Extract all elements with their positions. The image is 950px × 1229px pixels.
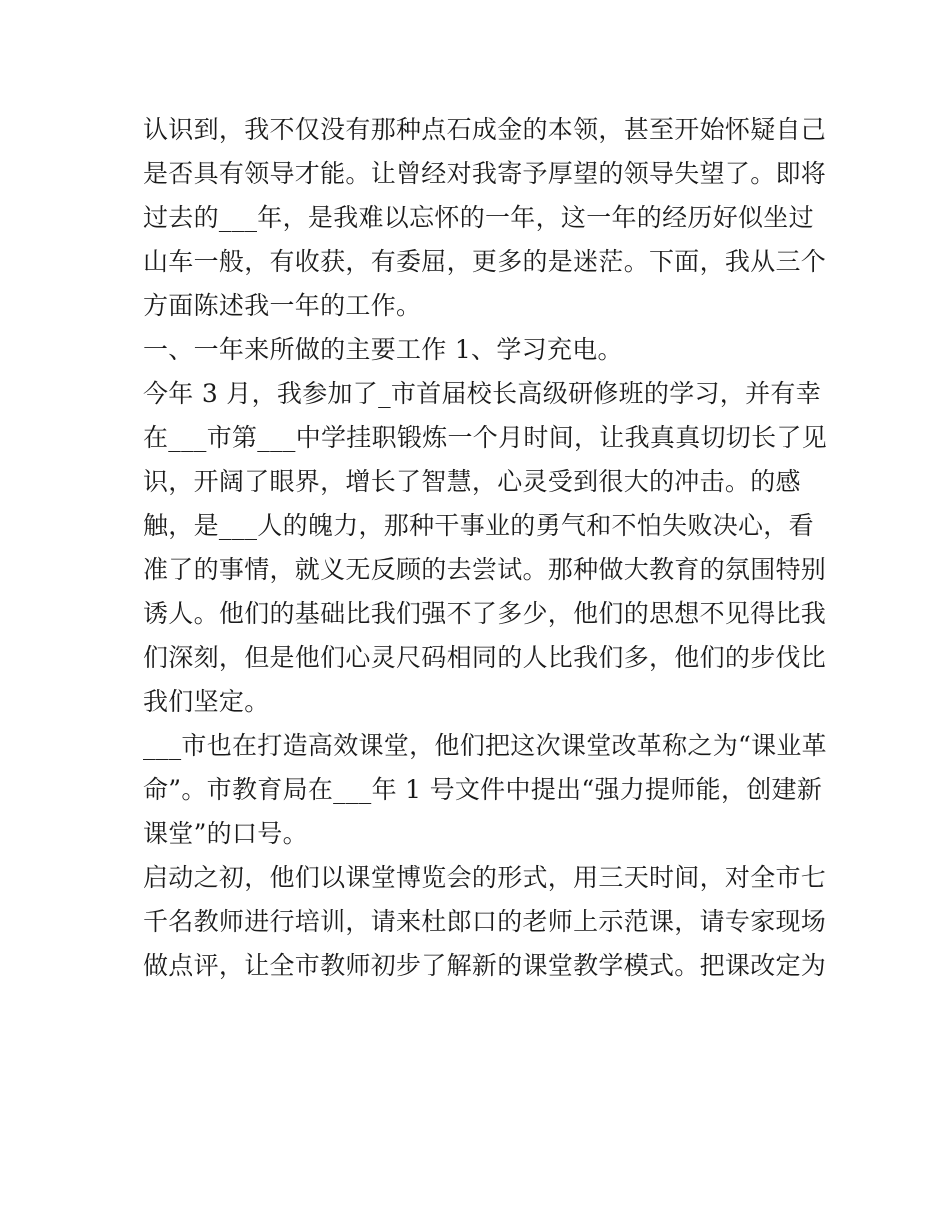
text-line: 是否具有领导才能。让曾经对我寄予厚望的领导失望了。即将	[143, 159, 827, 188]
text-line: 过去的___年，是我难以忘怀的一年，这一年的经历好似坐过	[143, 203, 814, 232]
document-body	[143, 108, 828, 988]
text-line: 山车一般，有收获，有委屈，更多的是迷茫。下面，我从三个	[143, 247, 827, 276]
text-line: ___市也在打造高效课堂，他们把这次课堂改革称之为“课业革	[143, 731, 827, 760]
text-line: 今年 3 月，我参加了_市首届校长高级研修班的学习，并有幸	[143, 379, 822, 408]
text-line: 方面陈述我一年的工作。	[143, 291, 422, 320]
text-line: 在___市第___中学挂职锻炼一个月时间，让我真真切切长了见	[143, 423, 828, 452]
text-line: 千名教师进行培训，请来杜郎口的老师上示范课，请专家现场	[143, 907, 827, 936]
text-line: 做点评，让全市教师初步了解新的课堂教学模式。把课改定为	[143, 951, 827, 980]
text-line: 准了的事情，就义无反顾的去尝试。那种做大教育的氛围特别	[143, 555, 827, 584]
text-line: 命”。市教育局在___年 1 号文件中提出“强力提师能，创建新	[143, 775, 823, 804]
text-line: 诱人。他们的基础比我们强不了多少，他们的思想不见得比我	[143, 599, 827, 628]
text-line: 认识到，我不仅没有那种点石成金的本领，甚至开始怀疑自己	[143, 115, 827, 144]
text-line: 启动之初，他们以课堂博览会的形式，用三天时间，对全市七	[143, 863, 827, 892]
section-heading: 一、一年来所做的主要工作 1、学习充电。	[143, 335, 623, 364]
text-line: 课堂”的口号。	[143, 819, 308, 848]
text-line: 触，是___人的魄力，那种干事业的勇气和不怕失败决心，看	[143, 511, 814, 540]
text-line: 们深刻，但是他们心灵尺码相同的人比我们多，他们的步伐比	[143, 643, 827, 672]
text-line: 识，开阔了眼界，增长了智慧，心灵受到很大的冲击。的感	[143, 467, 801, 496]
text-line: 我们坚定。	[143, 687, 270, 716]
